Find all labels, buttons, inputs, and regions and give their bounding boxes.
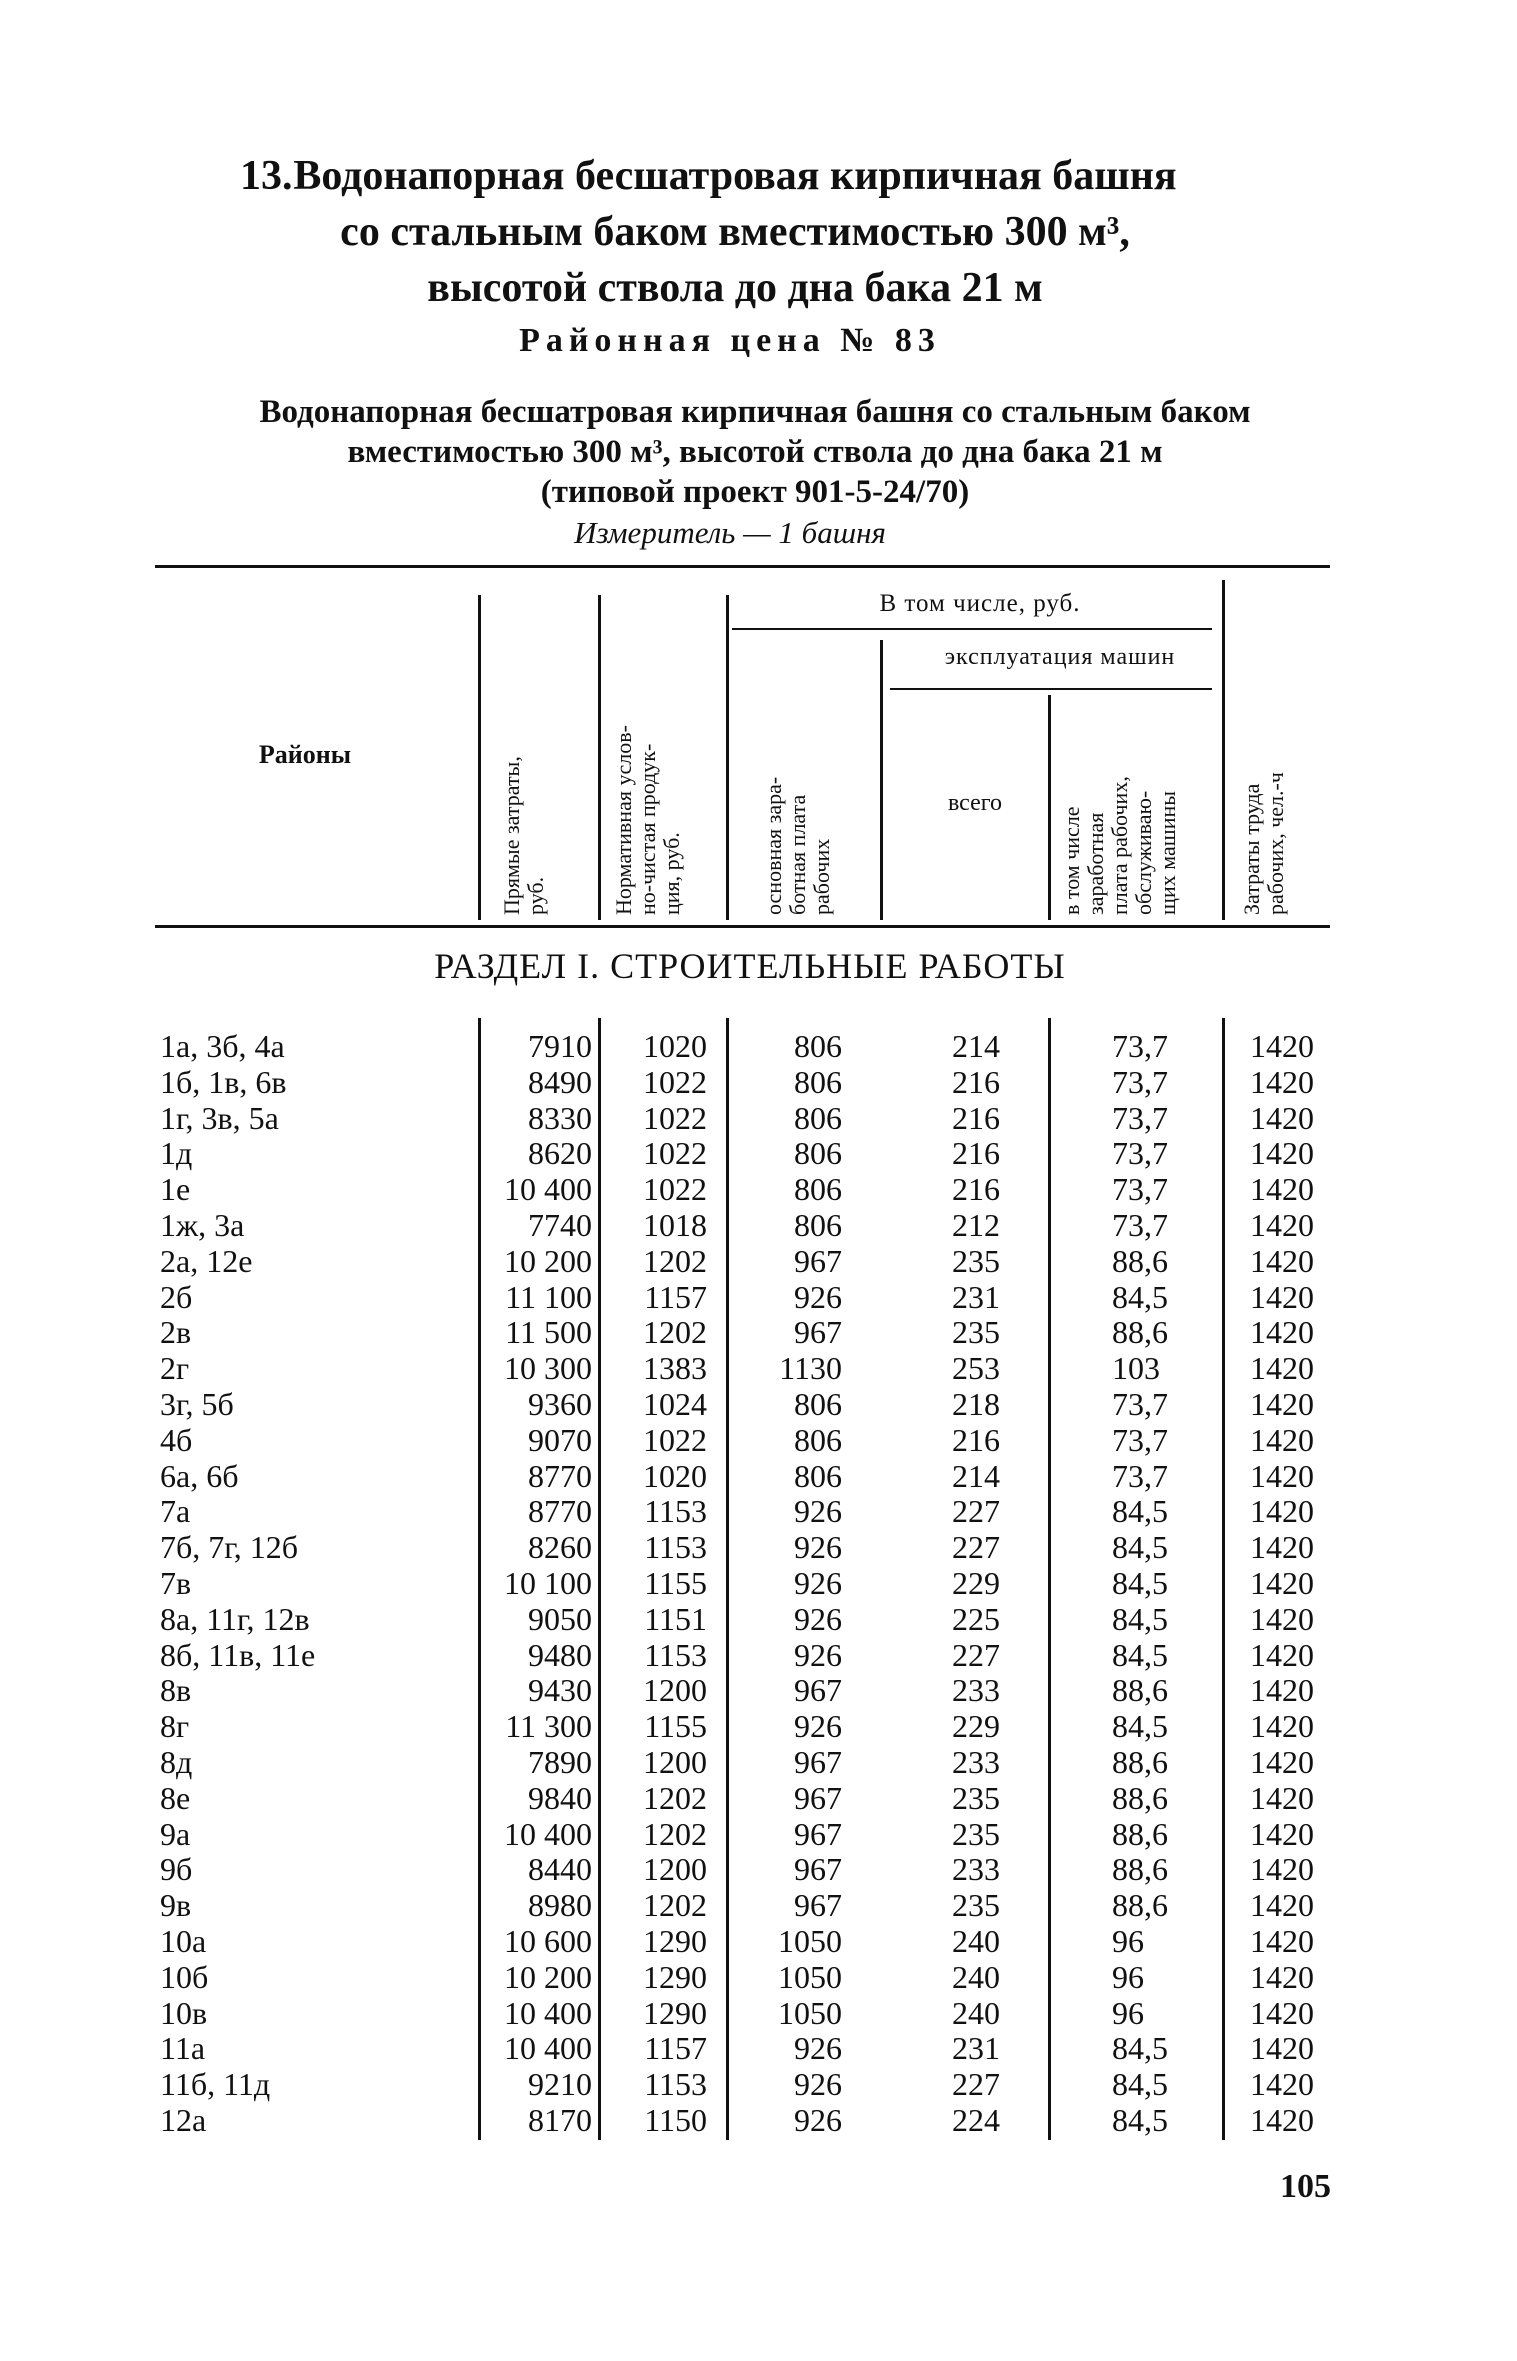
- table-row: [0, 1923, 1517, 1959]
- header-machinist-wages: в том числе заработная плата рабочих, обслуживаю- щих машины: [1059, 776, 1180, 915]
- cell-labor: 1420: [1250, 1600, 1314, 1637]
- cell-direct-costs: 9210: [528, 2066, 592, 2103]
- cell-machinist-wages: 88,6: [1112, 1815, 1168, 1852]
- description-line-3: (типовой проект 901-5-24/70): [540, 474, 970, 510]
- regional-price-subtitle: Районная цена № 83: [519, 322, 941, 359]
- cell-normative: 1200: [643, 1744, 707, 1780]
- cell-machine-total: 233: [952, 1672, 1000, 1709]
- cell-direct-costs: 8170: [528, 2102, 592, 2138]
- cell-base-wage: 967: [794, 1672, 842, 1709]
- table-row: [0, 1851, 1517, 1887]
- header-divider-6: [1222, 580, 1225, 920]
- cell-labor: 1420: [1250, 1350, 1314, 1387]
- cell-labor: 1420: [1250, 1457, 1314, 1494]
- cell-machine-total: 235: [952, 1779, 1000, 1816]
- cell-labor: 1420: [1250, 1493, 1314, 1530]
- header-labor: Затраты труда рабочих, чел.-ч: [1239, 772, 1288, 915]
- cell-machinist-wages: 84,5: [1112, 1708, 1168, 1745]
- exploitation-rule: [890, 688, 1212, 690]
- table-row: [0, 1279, 1517, 1315]
- table-row: [0, 2066, 1517, 2102]
- cell-normative: 1202: [643, 1314, 707, 1351]
- cell-base-wage: 967: [794, 1744, 842, 1780]
- cell-labor: 1420: [1250, 1708, 1314, 1745]
- cell-base-wage: 926: [794, 1636, 842, 1673]
- cell-base-wage: 1050: [778, 1923, 842, 1959]
- cell-base-wage: 926: [794, 2030, 842, 2067]
- cell-machinist-wages: 88,6: [1112, 1851, 1168, 1888]
- cell-base-wage: 967: [794, 1815, 842, 1852]
- cell-machine-total: 227: [952, 1493, 1000, 1530]
- cell-base-wage: 806: [794, 1386, 842, 1422]
- cell-machine-total: 231: [952, 1278, 1000, 1315]
- cell-normative: 1155: [644, 1708, 707, 1745]
- cell-region: 2г: [160, 1350, 190, 1387]
- cell-labor: 1420: [1250, 1636, 1314, 1673]
- cell-base-wage: 806: [794, 1457, 842, 1494]
- cell-base-wage: 926: [794, 1708, 842, 1745]
- cell-machinist-wages: 84,5: [1112, 1565, 1168, 1601]
- cell-normative: 1151: [644, 1600, 707, 1637]
- cell-machine-total: 216: [952, 1135, 1000, 1172]
- cell-direct-costs: 9480: [528, 1636, 592, 1673]
- cell-base-wage: 806: [794, 1063, 842, 1100]
- cell-direct-costs: 9430: [528, 1672, 592, 1709]
- cell-machinist-wages: 84,5: [1112, 1493, 1168, 1530]
- cell-machine-total: 218: [952, 1386, 1000, 1422]
- cell-base-wage: 967: [794, 1851, 842, 1888]
- cell-machine-total: 240: [952, 1923, 1000, 1959]
- cell-base-wage: 1050: [778, 1994, 842, 2031]
- cell-base-wage: 967: [794, 1242, 842, 1279]
- cell-normative: 1022: [643, 1099, 707, 1136]
- table-row: [0, 1995, 1517, 2031]
- cell-direct-costs: 10 400: [504, 1171, 592, 1208]
- cell-normative: 1290: [643, 1994, 707, 2031]
- header-machine-exploitation: эксплуатация машин: [944, 644, 1176, 670]
- cell-region: 1д: [160, 1135, 193, 1172]
- cell-normative: 1202: [643, 1779, 707, 1816]
- cell-normative: 1024: [643, 1386, 707, 1422]
- table-row: [0, 1529, 1517, 1565]
- cell-region: 4б: [160, 1421, 193, 1458]
- cell-labor: 1420: [1250, 1063, 1314, 1100]
- cell-direct-costs: 7740: [528, 1207, 592, 1243]
- cell-normative: 1020: [643, 1028, 707, 1064]
- cell-labor: 1420: [1250, 1779, 1314, 1816]
- heading: [160, 148, 1310, 316]
- cell-region: 1ж, 3а: [160, 1207, 245, 1243]
- cell-machinist-wages: 103: [1112, 1350, 1160, 1387]
- cell-machinist-wages: 73,7: [1112, 1457, 1168, 1494]
- table-row: [0, 1887, 1517, 1923]
- table-row: [0, 1708, 1517, 1744]
- cell-base-wage: 926: [794, 1278, 842, 1315]
- cell-region: 8а, 11г, 12в: [160, 1600, 310, 1637]
- cell-base-wage: 806: [794, 1171, 842, 1208]
- cell-normative: 1022: [643, 1063, 707, 1100]
- cell-base-wage: 806: [794, 1207, 842, 1243]
- cell-direct-costs: 9050: [528, 1600, 592, 1637]
- cell-direct-costs: 9840: [528, 1779, 592, 1816]
- cell-machine-total: 235: [952, 1242, 1000, 1279]
- cell-base-wage: 967: [794, 1779, 842, 1816]
- cell-labor: 1420: [1250, 1815, 1314, 1852]
- cell-normative: 1202: [643, 1887, 707, 1924]
- cell-base-wage: 967: [794, 1887, 842, 1924]
- heading-line-2: со стальным баком вместимостью 300 м³,: [340, 209, 1130, 255]
- cell-machinist-wages: 84,5: [1112, 2066, 1168, 2103]
- group-rule: [732, 628, 1212, 630]
- cell-region: 11б, 11д: [160, 2066, 271, 2103]
- cell-base-wage: 806: [794, 1099, 842, 1136]
- table-row: [0, 1601, 1517, 1637]
- cell-base-wage: 806: [794, 1028, 842, 1064]
- section-heading: РАЗДЕЛ I. СТРОИТЕЛЬНЫЕ РАБОТЫ: [434, 946, 1066, 986]
- cell-direct-costs: 8980: [528, 1887, 592, 1924]
- cell-machinist-wages: 73,7: [1112, 1207, 1168, 1243]
- table-row: [0, 1816, 1517, 1852]
- cell-machinist-wages: 73,7: [1112, 1135, 1168, 1172]
- cell-machine-total: 233: [952, 1851, 1000, 1888]
- cell-labor: 1420: [1250, 1887, 1314, 1924]
- cell-machinist-wages: 84,5: [1112, 2030, 1168, 2067]
- cell-labor: 1420: [1250, 1242, 1314, 1279]
- cell-base-wage: 806: [794, 1135, 842, 1172]
- cell-machine-total: 227: [952, 1636, 1000, 1673]
- cell-machine-total: 240: [952, 1958, 1000, 1995]
- cell-region: 8б, 11в, 11е: [160, 1636, 316, 1673]
- cell-direct-costs: 8770: [528, 1493, 592, 1530]
- cell-region: 9б: [160, 1851, 193, 1888]
- table-row: [0, 1422, 1517, 1458]
- cell-labor: 1420: [1250, 1386, 1314, 1422]
- cell-labor: 1420: [1250, 2030, 1314, 2067]
- cell-region: 9в: [160, 1887, 192, 1924]
- cell-region: 2б: [160, 1278, 193, 1315]
- cell-machine-total: 214: [952, 1457, 1000, 1494]
- cell-region: 12а: [160, 2102, 207, 2138]
- cell-normative: 1200: [643, 1672, 707, 1709]
- cell-labor: 1420: [1250, 1958, 1314, 1995]
- cell-labor: 1420: [1250, 1672, 1314, 1709]
- header-normative: Нормативная услов- но-чистая продук- ция, руб.: [611, 725, 684, 915]
- cell-region: 6а, 6б: [160, 1457, 239, 1494]
- cell-labor: 1420: [1250, 1994, 1314, 2031]
- cell-region: 8е: [160, 1779, 191, 1816]
- cell-machinist-wages: 73,7: [1112, 1386, 1168, 1422]
- cell-machine-total: 214: [952, 1028, 1000, 1064]
- cell-region: 7а: [160, 1493, 191, 1530]
- cell-direct-costs: 8260: [528, 1529, 592, 1566]
- table-row: [0, 2102, 1517, 2138]
- cell-region: 2а, 12е: [160, 1242, 253, 1279]
- cell-region: 1б, 1в, 6в: [160, 1063, 287, 1100]
- cell-direct-costs: 10 400: [504, 2030, 592, 2067]
- cell-machinist-wages: 88,6: [1112, 1242, 1168, 1279]
- cell-machinist-wages: 84,5: [1112, 2102, 1168, 2138]
- cell-machine-total: 227: [952, 1529, 1000, 1566]
- cell-machine-total: 229: [952, 1708, 1000, 1745]
- cell-normative: 1157: [644, 1278, 707, 1315]
- cell-machine-total: 216: [952, 1171, 1000, 1208]
- cell-direct-costs: 10 200: [504, 1958, 592, 1995]
- cell-machine-total: 224: [952, 2102, 1000, 2138]
- cell-machine-total: 231: [952, 2030, 1000, 2067]
- cell-direct-costs: 8440: [528, 1851, 592, 1888]
- cell-direct-costs: 8620: [528, 1135, 592, 1172]
- cell-labor: 1420: [1250, 1314, 1314, 1351]
- cell-labor: 1420: [1250, 1565, 1314, 1601]
- description-line-2: вместимостью 300 м³, высотой ствола до дна бака 21 м: [347, 434, 1163, 470]
- cell-normative: 1153: [644, 1636, 707, 1673]
- cell-machine-total: 216: [952, 1099, 1000, 1136]
- header-bottom-rule: [155, 925, 1330, 928]
- cell-machinist-wages: 88,6: [1112, 1672, 1168, 1709]
- cell-machinist-wages: 84,5: [1112, 1600, 1168, 1637]
- cell-base-wage: 926: [794, 1565, 842, 1601]
- cell-region: 1е: [160, 1171, 191, 1208]
- cell-normative: 1018: [643, 1207, 707, 1243]
- header-divider-1: [478, 595, 481, 920]
- cell-labor: 1420: [1250, 1923, 1314, 1959]
- cell-machinist-wages: 84,5: [1112, 1278, 1168, 1315]
- header-including: В том числе, руб.: [879, 590, 1081, 617]
- header-total: всего: [947, 790, 1003, 816]
- description-line-1: Водонапорная бесшатровая кирпичная башня со стальным баком: [259, 394, 1251, 430]
- cell-normative: 1020: [643, 1457, 707, 1494]
- table-row: [0, 1171, 1517, 1207]
- table-row: [0, 1959, 1517, 1995]
- heading-line-1: Водонапорная бесшатровая кирпичная башня: [293, 153, 1177, 199]
- cell-machinist-wages: 96: [1112, 1923, 1144, 1959]
- cell-normative: 1290: [643, 1923, 707, 1959]
- cell-normative: 1153: [644, 1529, 707, 1566]
- cell-labor: 1420: [1250, 1171, 1314, 1208]
- cell-machinist-wages: 73,7: [1112, 1063, 1168, 1100]
- cell-region: 2в: [160, 1314, 192, 1351]
- header-direct-costs: Прямые затраты, руб.: [499, 756, 548, 915]
- cell-normative: 1150: [644, 2102, 707, 2138]
- cell-labor: 1420: [1250, 1851, 1314, 1888]
- cell-direct-costs: 7910: [528, 1028, 592, 1064]
- cell-machinist-wages: 73,7: [1112, 1028, 1168, 1064]
- cell-direct-costs: 10 600: [504, 1923, 592, 1959]
- header-divider-3: [726, 595, 729, 920]
- cell-normative: 1200: [643, 1851, 707, 1888]
- cell-region: 11а: [160, 2030, 206, 2067]
- cell-normative: 1157: [644, 2030, 707, 2067]
- header-divider-2: [598, 595, 601, 920]
- header-base-wage: основная зара- ботная плата рабочих: [761, 776, 834, 915]
- cell-machine-total: 212: [952, 1207, 1000, 1243]
- cell-base-wage: 967: [794, 1314, 842, 1351]
- cell-base-wage: 926: [794, 2066, 842, 2103]
- cell-machine-total: 253: [952, 1350, 1000, 1387]
- cell-normative: 1155: [644, 1565, 707, 1601]
- cell-direct-costs: 10 400: [504, 1815, 592, 1852]
- table-row: [0, 1672, 1517, 1708]
- cell-machine-total: 235: [952, 1314, 1000, 1351]
- cell-labor: 1420: [1250, 2102, 1314, 2138]
- cell-labor: 1420: [1250, 1135, 1314, 1172]
- cell-normative: 1202: [643, 1815, 707, 1852]
- table-row: [0, 2030, 1517, 2066]
- cell-base-wage: 926: [794, 1600, 842, 1637]
- cell-base-wage: 926: [794, 2102, 842, 2138]
- cell-region: 1г, 3в, 5а: [160, 1099, 279, 1136]
- cell-region: 10б: [160, 1958, 209, 1995]
- cell-machinist-wages: 84,5: [1112, 1529, 1168, 1566]
- cell-machine-total: 216: [952, 1063, 1000, 1100]
- cell-direct-costs: 9360: [528, 1386, 592, 1422]
- cell-machinist-wages: 88,6: [1112, 1314, 1168, 1351]
- cell-region: 1а, 3б, 4а: [160, 1028, 285, 1064]
- cell-normative: 1153: [644, 1493, 707, 1530]
- cell-machinist-wages: 84,5: [1112, 1636, 1168, 1673]
- cell-machinist-wages: 73,7: [1112, 1171, 1168, 1208]
- table-row: [0, 1207, 1517, 1243]
- table-row: [0, 1028, 1517, 1064]
- cell-region: 3г, 5б: [160, 1386, 234, 1422]
- cell-labor: 1420: [1250, 1744, 1314, 1780]
- table-row: [0, 1243, 1517, 1279]
- table-row: [0, 1565, 1517, 1601]
- cell-direct-costs: 11 100: [505, 1278, 592, 1315]
- cell-machinist-wages: 88,6: [1112, 1779, 1168, 1816]
- cell-machine-total: 235: [952, 1815, 1000, 1852]
- cell-direct-costs: 7890: [528, 1744, 592, 1780]
- cell-machinist-wages: 96: [1112, 1994, 1144, 2031]
- cell-labor: 1420: [1250, 2066, 1314, 2103]
- cell-region: 7б, 7г, 12б: [160, 1529, 299, 1566]
- table-row: [0, 1350, 1517, 1386]
- heading-number: 13.: [240, 153, 293, 199]
- cell-labor: 1420: [1250, 1028, 1314, 1064]
- cell-normative: 1022: [643, 1421, 707, 1458]
- table-row: [0, 1386, 1517, 1422]
- cell-region: 10в: [160, 1994, 208, 2031]
- cell-normative: 1153: [644, 2066, 707, 2103]
- cell-direct-costs: 10 400: [504, 1994, 592, 2031]
- cell-base-wage: 1050: [778, 1958, 842, 1995]
- cell-region: 8в: [160, 1672, 192, 1709]
- cell-normative: 1022: [643, 1135, 707, 1172]
- cell-direct-costs: 10 300: [504, 1350, 592, 1387]
- page-number: 105: [1280, 2168, 1331, 2205]
- cell-region: 8д: [160, 1744, 193, 1780]
- cell-machine-total: 225: [952, 1600, 1000, 1637]
- cell-labor: 1420: [1250, 1099, 1314, 1136]
- cell-normative: 1383: [643, 1350, 707, 1387]
- cell-region: 8г: [160, 1708, 190, 1745]
- cell-machinist-wages: 73,7: [1112, 1421, 1168, 1458]
- cell-labor: 1420: [1250, 1207, 1314, 1243]
- cell-normative: 1022: [643, 1171, 707, 1208]
- cell-direct-costs: 9070: [528, 1421, 592, 1458]
- table-row: [0, 1780, 1517, 1816]
- cell-labor: 1420: [1250, 1278, 1314, 1315]
- cell-machine-total: 229: [952, 1565, 1000, 1601]
- header-divider-4: [880, 640, 883, 920]
- table-row: [0, 1637, 1517, 1673]
- table-row: [0, 1100, 1517, 1136]
- cell-base-wage: 806: [794, 1421, 842, 1458]
- cell-machinist-wages: 96: [1112, 1958, 1144, 1995]
- table-row: [0, 1744, 1517, 1780]
- unit-of-measure: Измеритель — 1 башня: [574, 515, 886, 550]
- cell-base-wage: 926: [794, 1493, 842, 1530]
- cell-machinist-wages: 88,6: [1112, 1887, 1168, 1924]
- heading-line-3: высотой ствола до дна бака 21 м: [427, 265, 1043, 311]
- cell-machine-total: 227: [952, 2066, 1000, 2103]
- cell-machinist-wages: 88,6: [1112, 1744, 1168, 1780]
- cell-base-wage: 926: [794, 1529, 842, 1566]
- cell-region: 9а: [160, 1815, 191, 1852]
- table-top-rule: [155, 565, 1330, 568]
- cell-normative: 1202: [643, 1242, 707, 1279]
- table-row: [0, 1064, 1517, 1100]
- table-row: [0, 1493, 1517, 1529]
- cell-direct-costs: 10 200: [504, 1242, 592, 1279]
- cell-labor: 1420: [1250, 1421, 1314, 1458]
- cell-direct-costs: 8490: [528, 1063, 592, 1100]
- cell-labor: 1420: [1250, 1529, 1314, 1566]
- table-row: [0, 1458, 1517, 1494]
- cell-region: 7в: [160, 1565, 192, 1601]
- table-row: [0, 1314, 1517, 1350]
- table-row: [0, 1135, 1517, 1171]
- cell-base-wage: 1130: [779, 1350, 842, 1387]
- header-regions: Районы: [258, 740, 352, 769]
- cell-machine-total: 233: [952, 1744, 1000, 1780]
- cell-direct-costs: 11 500: [505, 1314, 592, 1351]
- cell-machine-total: 235: [952, 1887, 1000, 1924]
- cell-normative: 1290: [643, 1958, 707, 1995]
- cell-direct-costs: 11 300: [505, 1708, 592, 1745]
- description: [180, 392, 1330, 512]
- cell-direct-costs: 10 100: [504, 1565, 592, 1601]
- cell-direct-costs: 8770: [528, 1457, 592, 1494]
- cell-machine-total: 240: [952, 1994, 1000, 2031]
- cell-machine-total: 216: [952, 1421, 1000, 1458]
- cell-direct-costs: 8330: [528, 1099, 592, 1136]
- cell-region: 10а: [160, 1923, 207, 1959]
- cell-machinist-wages: 73,7: [1112, 1099, 1168, 1136]
